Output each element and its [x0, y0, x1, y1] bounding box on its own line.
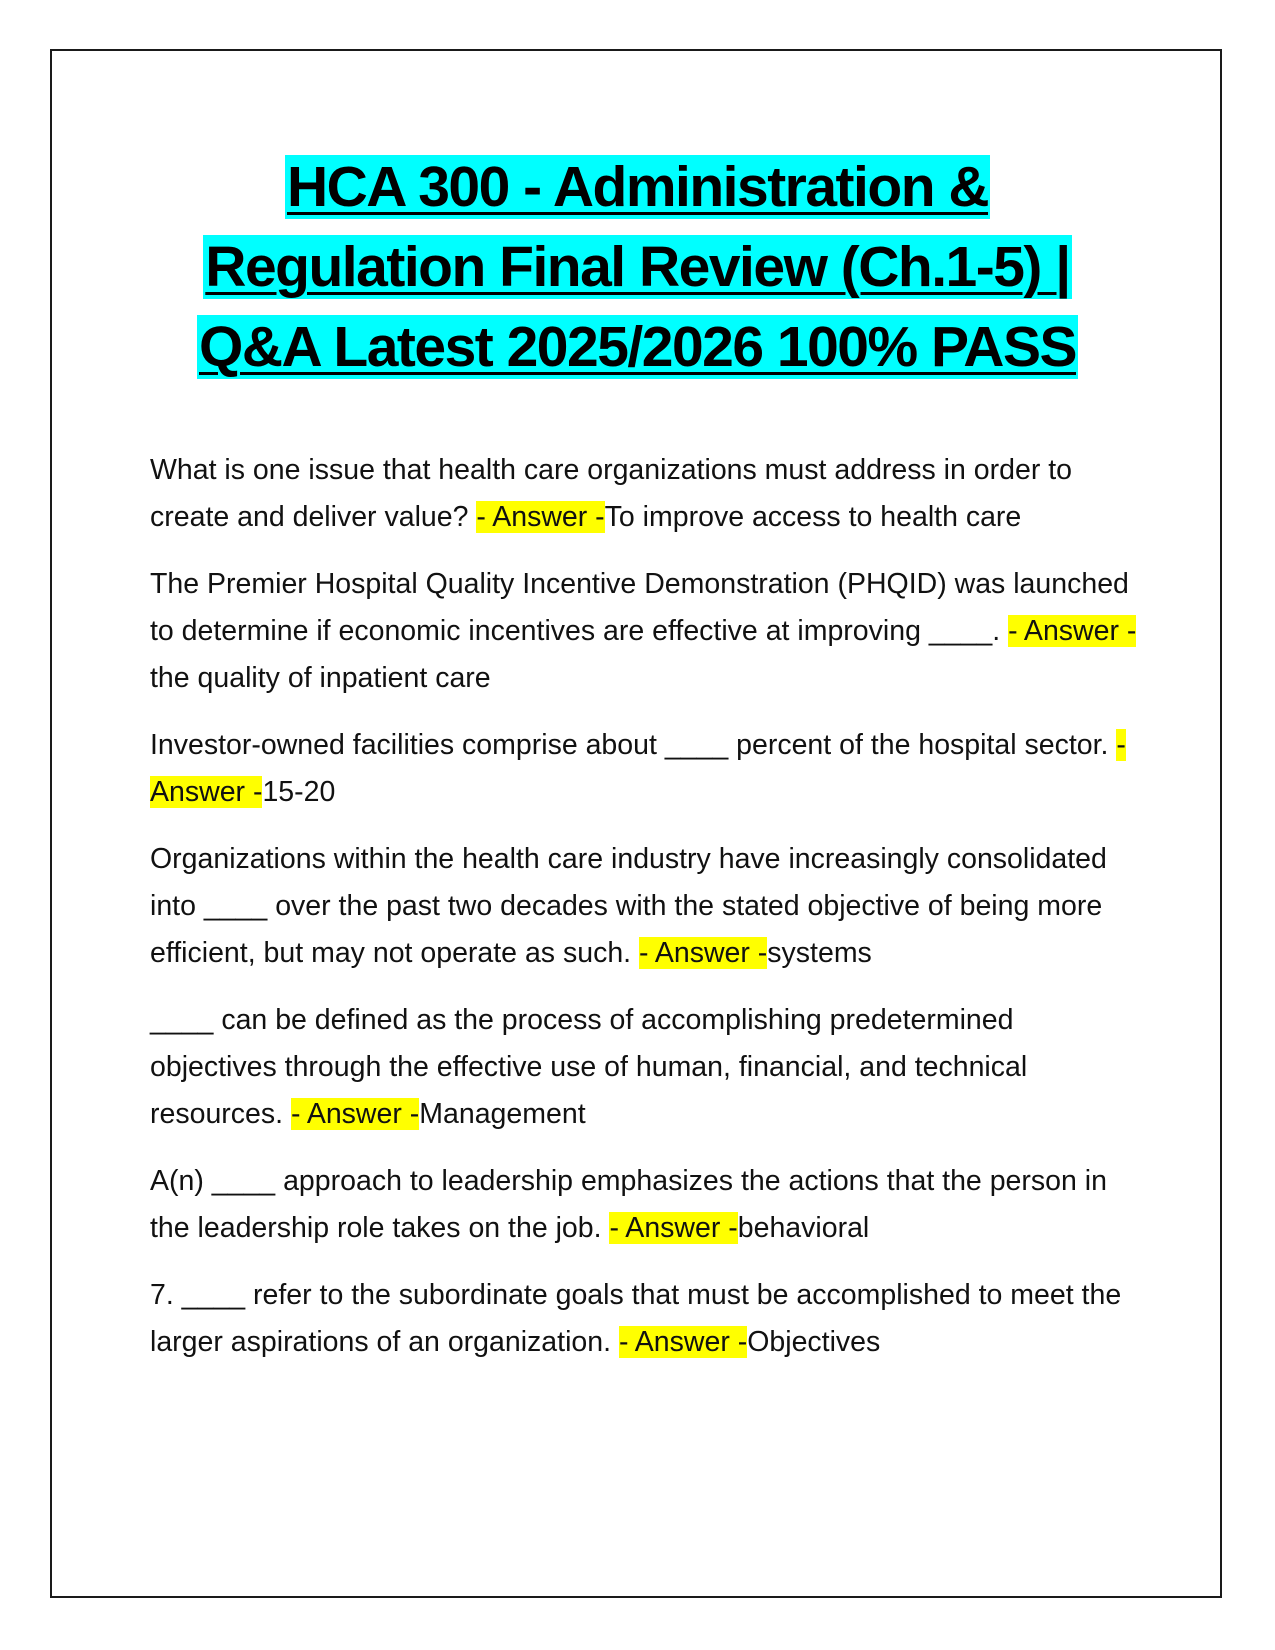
qa-item-5 — [150, 997, 1140, 1138]
qa-item-1 — [150, 447, 1140, 541]
title-line-1: HCA 300 - Administration & — [286, 155, 989, 219]
question-text: Organizations within the health care industry have increasingly consolidated into ____ over the past two decades with the stated objective of being more efficient, but may not operate as such. — [150, 843, 1107, 969]
question-text: Investor-owned facilities comprise about ____ percent of the hospital sector. — [150, 729, 1117, 761]
answer-marker: - Answer - — [290, 1098, 420, 1130]
answer-marker: - Answer - — [639, 937, 768, 969]
question-text: A(n) ____ approach to leadership emphasizes the actions that the person in the leadership role takes on the job. — [150, 1165, 1107, 1244]
document-title — [100, 147, 1175, 387]
answer-marker: - Answer - — [1008, 615, 1137, 647]
answer-text: To improve access to health care — [604, 501, 1022, 533]
answer-marker: - Answer - — [150, 729, 1126, 808]
question-text: What is one issue that health care organizations must address in order to create and deliver value? — [150, 454, 1072, 533]
question-text: The Premier Hospital Quality Incentive Demonstration (PHQID) was launched to determine if economic incentives are effective at improving ____. — [150, 568, 1129, 647]
title-line-2: Regulation Final Review (Ch.1-5) | — [205, 235, 1070, 299]
answer-text: behavioral — [737, 1212, 870, 1244]
title-line-3: Q&A Latest 2025/2026 100% PASS — [199, 315, 1076, 379]
answer-text: Objectives — [747, 1326, 881, 1358]
qa-item-7 — [150, 1272, 1140, 1366]
qa-item-2 — [150, 561, 1140, 702]
question-text: ____ can be defined as the process of accomplishing predetermined objectives through the effective use of human, financial, and technical resources. — [150, 1004, 1028, 1130]
answer-marker: - Answer - — [476, 501, 605, 533]
qa-item-6 — [150, 1158, 1140, 1252]
answer-marker: - Answer - — [609, 1212, 738, 1244]
question-text: 7. ____ refer to the subordinate goals that must be accomplished to meet the larger aspirations of an organization. — [150, 1279, 1122, 1358]
answer-text: systems — [767, 937, 872, 969]
qa-list — [150, 447, 1140, 1386]
qa-item-3 — [150, 722, 1140, 816]
qa-item-4 — [150, 836, 1140, 977]
answer-text: 15-20 — [262, 776, 336, 808]
answer-text: Management — [419, 1098, 586, 1130]
answer-text: the quality of inpatient care — [150, 662, 491, 694]
answer-marker: - Answer - — [618, 1326, 748, 1358]
